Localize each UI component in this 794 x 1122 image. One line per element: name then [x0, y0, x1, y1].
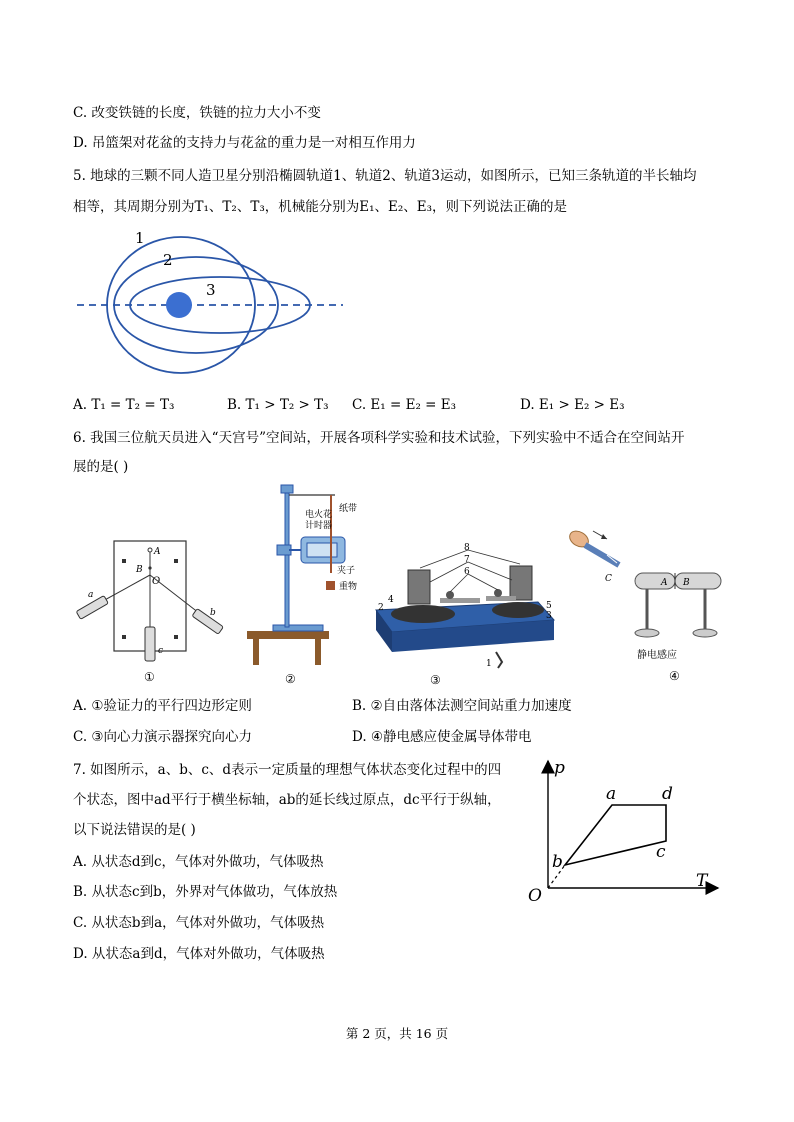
svg-text:O: O [152, 576, 161, 587]
svg-text:计时器: 计时器 [305, 521, 333, 531]
svg-text:4: 4 [388, 595, 394, 605]
q7-stem-line2: 个状态，图中ad平行于横坐标轴，ab的延长线过原点，dc平行于纵轴， [73, 792, 501, 808]
q5-option-b: B. T₁ > T₂ > T₃ [227, 397, 329, 413]
svg-text:c: c [656, 842, 666, 862]
q6-option-d: D. ④静电感应使金属导体带电 [352, 729, 532, 745]
q6-figure-1 [70, 535, 230, 685]
earth [166, 292, 192, 318]
svg-text:B: B [683, 578, 690, 588]
q5-stem-line2: 相等，其周期分别为T₁、T₂、T₃，机械能分别为E₁、E₂、E₃，则下列说法正确的是 [73, 199, 568, 215]
sleeve-right [510, 566, 532, 600]
conductor-B [675, 573, 721, 589]
svg-text:b: b [210, 608, 216, 618]
svg-text:重物: 重物 [339, 582, 358, 592]
svg-text:b: b [552, 852, 563, 872]
svg-text:a: a [88, 590, 94, 600]
q6-figure-2 [245, 483, 370, 688]
q5-option-c: C. E₁ = E₂ = E₃ [352, 397, 457, 413]
svg-text:a: a [606, 784, 617, 804]
q5-stem-line1: 5. 地球的三颗不同人造卫星分别沿椭圆轨道1、轨道2、轨道3运动，如图所示，已知三条轨道的半长轴均 [73, 168, 697, 184]
weight [326, 581, 335, 590]
charged-rod [585, 545, 619, 565]
conductor-A [635, 573, 675, 589]
q5-option-a: A. T₁ = T₂ = T₃ [73, 397, 175, 413]
q6-figure-4 [565, 525, 730, 685]
q6-option-a: A. ①验证力的平行四边形定则 [73, 698, 252, 714]
figure-3-caption: ③ [430, 673, 441, 687]
orbit-label-3: 3 [206, 281, 216, 299]
q6-stem-line2: 展的是( ) [73, 459, 129, 475]
svg-text:7: 7 [464, 555, 470, 565]
q6-option-c: C. ③向心力演示器探究向心力 [73, 729, 253, 745]
q7-option-b: B. 从状态c到b，外界对气体做功，气体放热 [73, 884, 338, 900]
q6-figure-3 [368, 540, 563, 688]
table-top [247, 631, 329, 639]
figure-1-caption: ① [144, 670, 155, 684]
svg-text:d: d [662, 784, 673, 804]
q7-stem-line1: 7. 如图所示，a、b、c、d表示一定质量的理想气体状态变化过程中的四 [73, 762, 502, 778]
q4-option-c: C. 改变铁链的长度，铁链的拉力大小不变 [73, 105, 321, 121]
spring-scale-c [145, 627, 155, 661]
svg-text:2: 2 [378, 603, 384, 613]
stand-rod [285, 487, 289, 627]
svg-text:T: T [696, 871, 708, 891]
svg-text:5: 5 [546, 601, 552, 611]
svg-text:A: A [154, 547, 161, 557]
orbit-label-1: 1 [135, 229, 145, 247]
svg-text:电火花: 电火花 [305, 510, 333, 520]
q7-option-a: A. 从状态d到c，气体对外做功，气体吸热 [73, 854, 324, 870]
svg-text:p: p [554, 758, 565, 778]
svg-text:C: C [605, 574, 612, 584]
q7-pT-diagram [520, 755, 725, 905]
sleeve-left [408, 570, 430, 604]
figure-2-caption: ② [285, 672, 296, 686]
svg-text:夹子: 夹子 [337, 566, 356, 576]
orbit-label-2: 2 [163, 251, 173, 269]
svg-text:O: O [528, 886, 542, 905]
svg-text:纸带: 纸带 [339, 504, 358, 514]
spring-scale-b [192, 609, 223, 635]
svg-text:3: 3 [546, 611, 552, 621]
q7-stem-line3: 以下说法错误的是( ) [73, 822, 196, 838]
cycle-abdc [565, 805, 666, 865]
svg-text:静电感应: 静电感应 [637, 650, 677, 661]
svg-text:A: A [661, 578, 668, 588]
svg-text:B: B [136, 565, 143, 575]
svg-text:1: 1 [486, 659, 492, 669]
page-footer: 第 2 页，共 16 页 [345, 1026, 449, 1041]
q5-orbit-figure [75, 225, 355, 390]
q6-stem-line1: 6. 我国三位航天员进入“天宫号”空间站，开展各项科学实验和技术试验，下列实验中不适合在空间站开 [73, 430, 685, 446]
q7-option-d: D. 从状态a到d，气体对外做功，气体吸热 [73, 946, 325, 962]
figure-4-caption: ④ [669, 669, 680, 683]
svg-text:8: 8 [464, 543, 470, 553]
svg-text:c: c [158, 646, 164, 656]
q7-option-c: C. 从状态b到a，气体对外做功，气体吸热 [73, 915, 325, 931]
q6-option-b: B. ②自由落体法测空间站重力加速度 [352, 698, 572, 714]
q4-option-d: D. 吊篮架对花盆的支持力与花盆的重力是一对相互作用力 [73, 135, 416, 151]
svg-text:6: 6 [464, 567, 470, 577]
q5-option-d: D. E₁ > E₂ > E₃ [520, 397, 625, 413]
